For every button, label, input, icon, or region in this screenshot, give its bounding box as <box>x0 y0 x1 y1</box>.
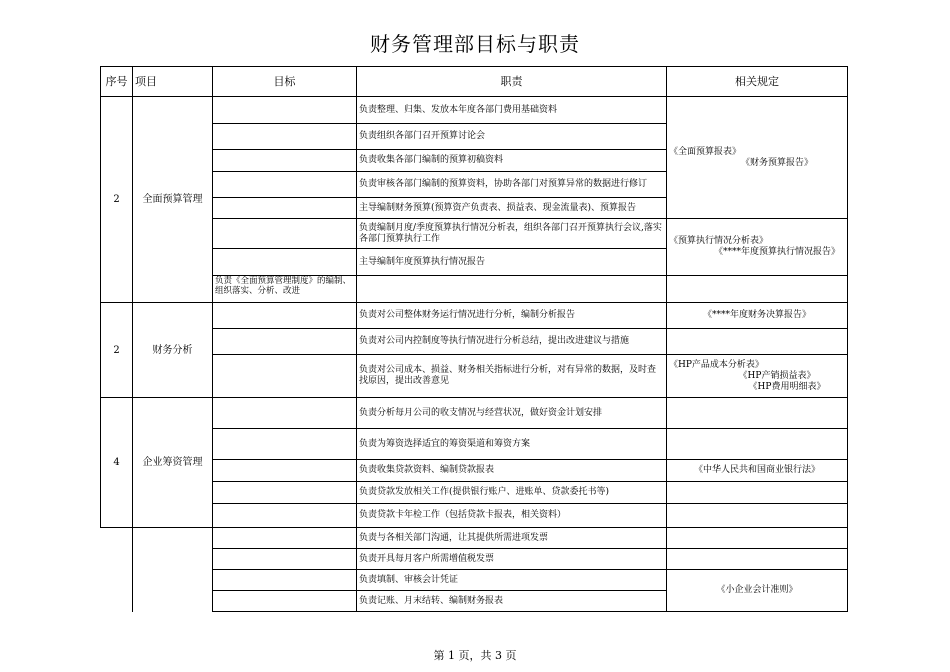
duty-cell <box>357 276 667 303</box>
duty-cell: 负责贷款卡年检工作（包括贷款卡报表，相关资料） <box>357 504 667 528</box>
goal-cell <box>213 329 357 355</box>
goal-cell <box>213 549 357 570</box>
regulation-cell <box>667 570 848 612</box>
table-row <box>101 482 848 504</box>
goal-cell <box>213 460 357 482</box>
regulation-cell <box>667 460 848 482</box>
regulation-line: 《中华人民共和国商业银行法》 <box>693 465 820 475</box>
table-row <box>101 355 848 398</box>
goal-cell <box>213 124 357 150</box>
regulation-cell <box>667 398 848 429</box>
duty-cell: 负责贷款发放相关工作(提供银行账户、进账单、贷款委托书等) <box>357 482 667 504</box>
duty-cell: 负责对公司成本、损益、财务相关指标进行分析，对有异常的数据，及时查找原因，提出改善意见 <box>357 355 667 398</box>
duty-cell: 主导编制年度预算执行情况报告 <box>357 249 667 276</box>
header-duty: 职责 <box>357 67 667 97</box>
regulation-line: 《财务预算报告》 <box>740 157 813 168</box>
header-goal: 目标 <box>213 67 357 97</box>
regulation-line: 《HP产销损益表》 <box>738 370 816 381</box>
goal-cell <box>213 429 357 460</box>
table-row <box>101 303 848 329</box>
goal-cell <box>213 198 357 219</box>
section-item: 财务分析 <box>133 303 213 398</box>
goal-cell <box>213 172 357 198</box>
regulation-line: 《全面预算报表》 <box>669 146 742 157</box>
table-row <box>101 528 848 549</box>
table-row <box>101 276 848 303</box>
goal-cell <box>213 504 357 528</box>
regulation-line: 《HP产品成本分析表》 <box>669 359 764 370</box>
goal-cell <box>213 355 357 398</box>
table-row <box>101 97 848 124</box>
duty-table-container <box>100 66 847 616</box>
page-title: 财务管理部目标与职责 <box>370 32 580 56</box>
goal-cell <box>213 97 357 124</box>
duty-cell: 负责组织各部门召开预算讨论会 <box>357 124 667 150</box>
header-item: 项目 <box>133 67 213 97</box>
section-no: 4 <box>101 398 133 528</box>
header-regulation: 相关规定 <box>667 67 848 97</box>
goal-cell <box>213 249 357 276</box>
regulation-cell <box>667 97 848 219</box>
duty-cell: 负责对公司内控制度等执行情况进行分析总结，提出改进建议与措施 <box>357 329 667 355</box>
goal-cell <box>213 303 357 329</box>
regulation-cell <box>667 429 848 460</box>
duty-cell: 负责整理、归集、发放本年度各部门费用基础资料 <box>357 97 667 124</box>
section-no: 2 <box>101 303 133 398</box>
duty-cell: 负责分析每月公司的收支情况与经营状况，做好资金计划安排 <box>357 398 667 429</box>
section-item: 全面预算管理 <box>133 97 213 303</box>
table-row <box>101 429 848 460</box>
regulation-cell <box>667 504 848 528</box>
duty-cell: 负责开具每月客户所需增值税发票 <box>357 549 667 570</box>
goal-cell: 负责《全面预算管理制度》的编制、组织落实、分析、改进 <box>213 276 357 303</box>
regulation-cell <box>667 528 848 549</box>
table-row <box>101 398 848 429</box>
regulation-line: 《小企业会计准则》 <box>716 585 798 595</box>
header-row <box>101 67 848 97</box>
duty-cell: 负责填制、审核会计凭证 <box>357 570 667 591</box>
goal-cell <box>213 528 357 549</box>
table-row <box>101 504 848 528</box>
duty-cell: 负责收集各部门编制的预算初稿资料 <box>357 150 667 172</box>
goal-cell <box>213 398 357 429</box>
duty-cell: 负责审核各部门编制的预算资料，协助各部门对预算异常的数据进行修订 <box>357 172 667 198</box>
regulation-cell <box>667 219 848 276</box>
goal-cell <box>213 570 357 591</box>
regulation-cell <box>667 482 848 504</box>
table-row <box>101 549 848 570</box>
regulation-cell <box>667 549 848 570</box>
regulation-cell <box>667 355 848 398</box>
regulation-line: 《HP费用明细表》 <box>748 381 826 392</box>
section-no <box>101 528 133 612</box>
section-item <box>133 528 213 612</box>
section-no: 2 <box>101 97 133 303</box>
page-footer: 第 1 页，共 3 页 <box>433 649 517 662</box>
table-row <box>101 219 848 249</box>
header-no: 序号 <box>101 67 133 97</box>
section-item: 企业筹资管理 <box>133 398 213 528</box>
regulation-line: 《****年度预算执行情况报告》 <box>713 247 840 257</box>
table-row <box>101 460 848 482</box>
table-row <box>101 570 848 591</box>
table-row <box>101 329 848 355</box>
duty-cell: 负责为筹资选择适宜的筹资渠道和筹资方案 <box>357 429 667 460</box>
duty-table <box>100 66 848 612</box>
goal-cell <box>213 219 357 249</box>
regulation-cell <box>667 276 848 303</box>
duty-cell: 主导编制财务预算(预算资产负责表、损益表、现金流量表)、预算报告 <box>357 198 667 219</box>
regulation-cell <box>667 329 848 355</box>
regulation-line: 《预算执行情况分析表》 <box>669 236 769 246</box>
duty-cell: 负责对公司整体财务运行情况进行分析，编制分析报告 <box>357 303 667 329</box>
regulation-line: 《****年度财务决算报告》 <box>702 310 811 320</box>
duty-cell: 负责与各相关部门沟通，让其提供所需进项发票 <box>357 528 667 549</box>
regulation-cell <box>667 303 848 329</box>
goal-cell <box>213 591 357 612</box>
goal-cell <box>213 150 357 172</box>
duty-cell: 负责收集贷款资料、编制贷款报表 <box>357 460 667 482</box>
duty-cell: 负责编制月度/季度预算执行情况分析表，组织各部门召开预算执行会议,落实各部门预算执行工作 <box>357 219 667 249</box>
duty-cell: 负责记账、月末结转、编制财务报表 <box>357 591 667 612</box>
goal-cell <box>213 482 357 504</box>
